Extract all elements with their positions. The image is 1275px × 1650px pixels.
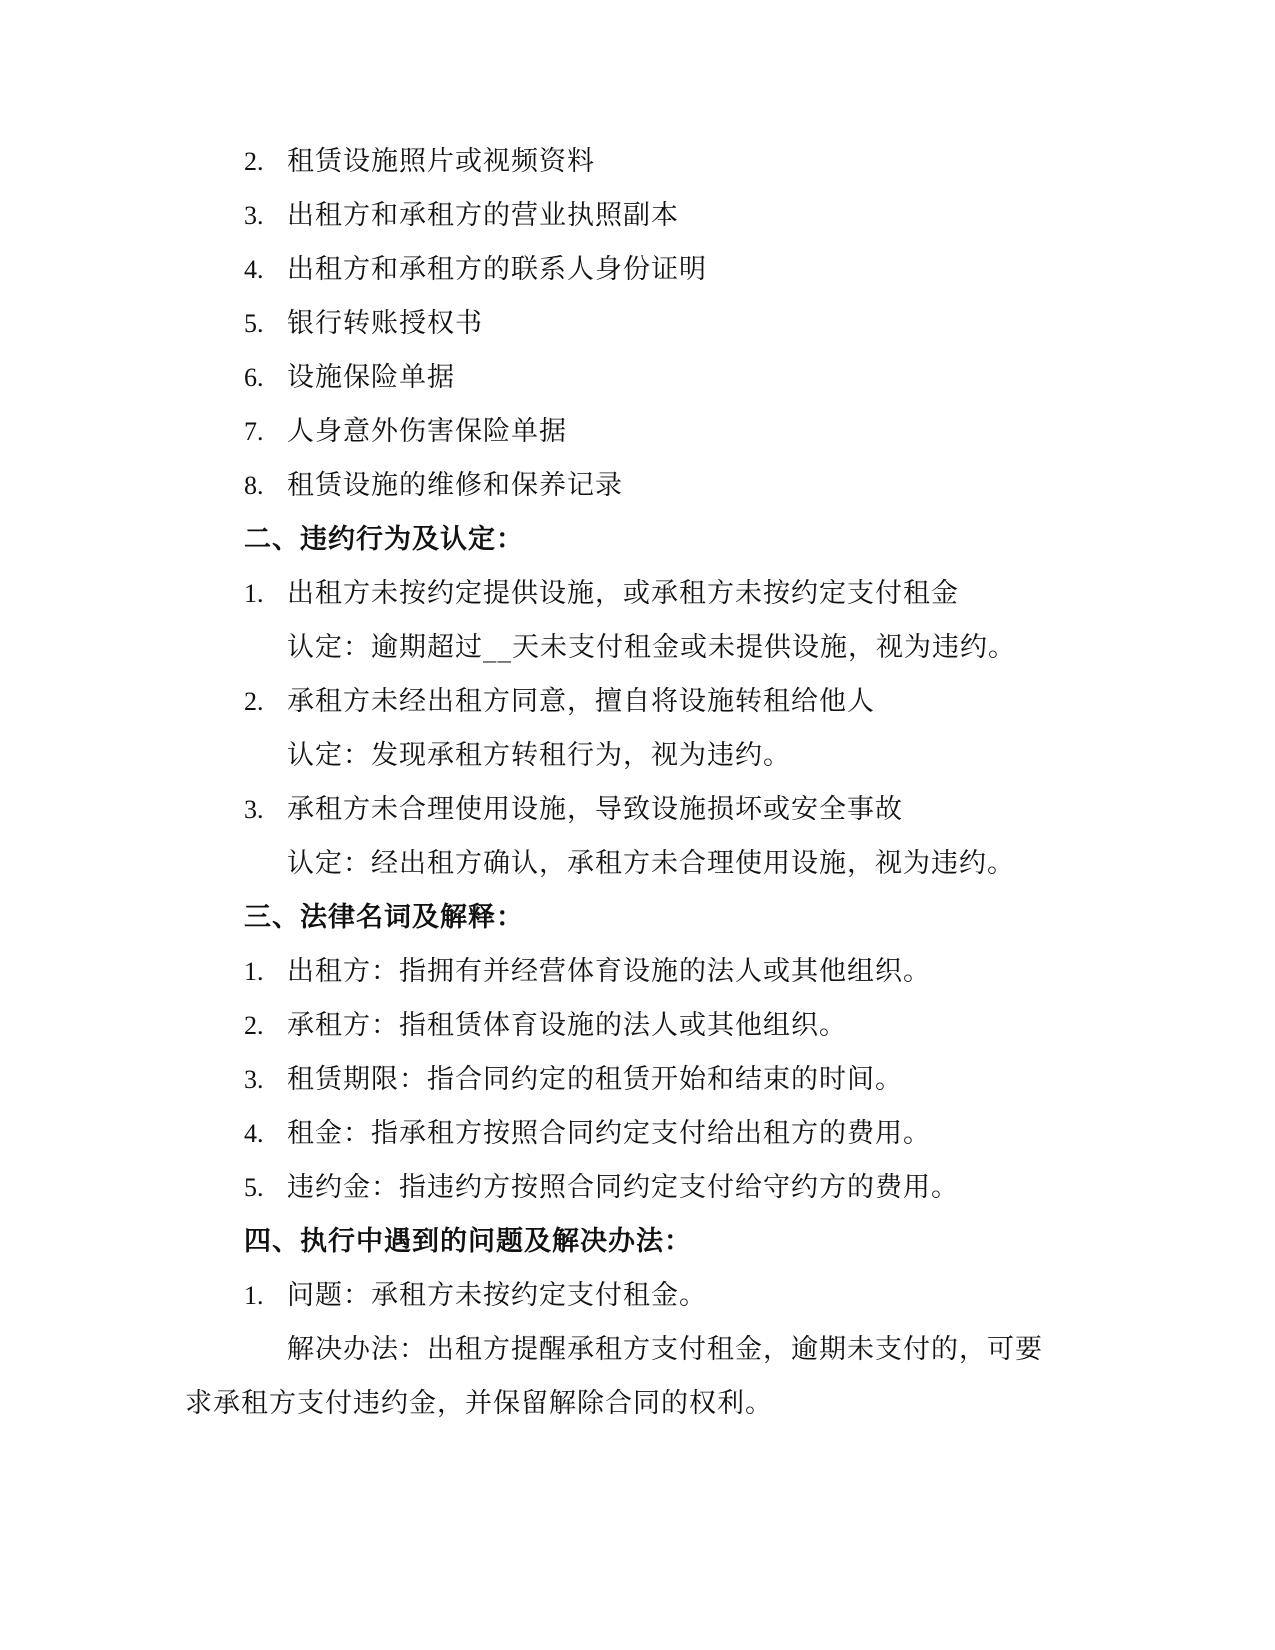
list-item-text: 承租方：指租赁体育设施的法人或其他组织。 [287, 1010, 847, 1041]
solution-paragraph-line: 求承租方支付违约金，并保留解除合同的权利。 [185, 1388, 773, 1419]
list-item-text: 出租方和承租方的营业执照副本 [287, 200, 679, 231]
section-heading: 四、执行中遇到的问题及解决办法： [244, 1226, 692, 1257]
list-item-text: 租赁设施照片或视频资料 [287, 146, 595, 177]
list-item-text: 人身意外伤害保险单据 [287, 416, 567, 447]
list-item-text: 出租方未按约定提供设施，或承租方未按约定支付租金 [287, 578, 959, 609]
solution-paragraph-line: 解决办法：出租方提醒承租方支付租金，逾期未支付的，可要 [287, 1334, 1043, 1365]
determination-note: 认定：逾期超过__天未支付租金或未提供设施，视为违约。 [287, 632, 1016, 663]
list-item-number: 8. [244, 471, 264, 500]
list-item-number: 4. [244, 1119, 264, 1148]
list-item-number: 7. [244, 417, 264, 446]
list-item-text: 违约金：指违约方按照合同约定支付给守约方的费用。 [287, 1172, 959, 1203]
list-item-text: 承租方未合理使用设施，导致设施损坏或安全事故 [287, 794, 903, 825]
list-item-text: 承租方未经出租方同意，擅自将设施转租给他人 [287, 686, 875, 717]
list-item-text: 租金：指承租方按照合同约定支付给出租方的费用。 [287, 1118, 931, 1149]
section-heading: 三、法律名词及解释： [244, 902, 524, 933]
list-item-number: 3. [244, 1065, 264, 1094]
list-item-number: 2. [244, 1011, 264, 1040]
list-item-text: 租赁设施的维修和保养记录 [287, 470, 623, 501]
list-item-number: 5. [244, 309, 264, 338]
list-item-number: 6. [244, 363, 264, 392]
list-item-text: 银行转账授权书 [287, 308, 483, 339]
section-heading: 二、违约行为及认定： [244, 524, 524, 555]
list-item-number: 3. [244, 201, 264, 230]
list-item-number: 2. [244, 147, 264, 176]
list-item-number: 1. [244, 579, 264, 608]
list-item-number: 1. [244, 1281, 264, 1310]
list-item-number: 5. [244, 1173, 264, 1202]
list-item-text: 租赁期限：指合同约定的租赁开始和结束的时间。 [287, 1064, 903, 1095]
list-item-text: 问题：承租方未按约定支付租金。 [287, 1280, 707, 1311]
list-item-number: 4. [244, 255, 264, 284]
list-item-number: 1. [244, 957, 264, 986]
list-item-number: 2. [244, 687, 264, 716]
determination-note: 认定：发现承租方转租行为，视为违约。 [287, 740, 791, 771]
list-item-number: 3. [244, 795, 264, 824]
list-item-text: 设施保险单据 [287, 362, 455, 393]
list-item-text: 出租方：指拥有并经营体育设施的法人或其他组织。 [287, 956, 931, 987]
determination-note: 认定：经出租方确认，承租方未合理使用设施，视为违约。 [287, 848, 1015, 879]
list-item-text: 出租方和承租方的联系人身份证明 [287, 254, 707, 285]
